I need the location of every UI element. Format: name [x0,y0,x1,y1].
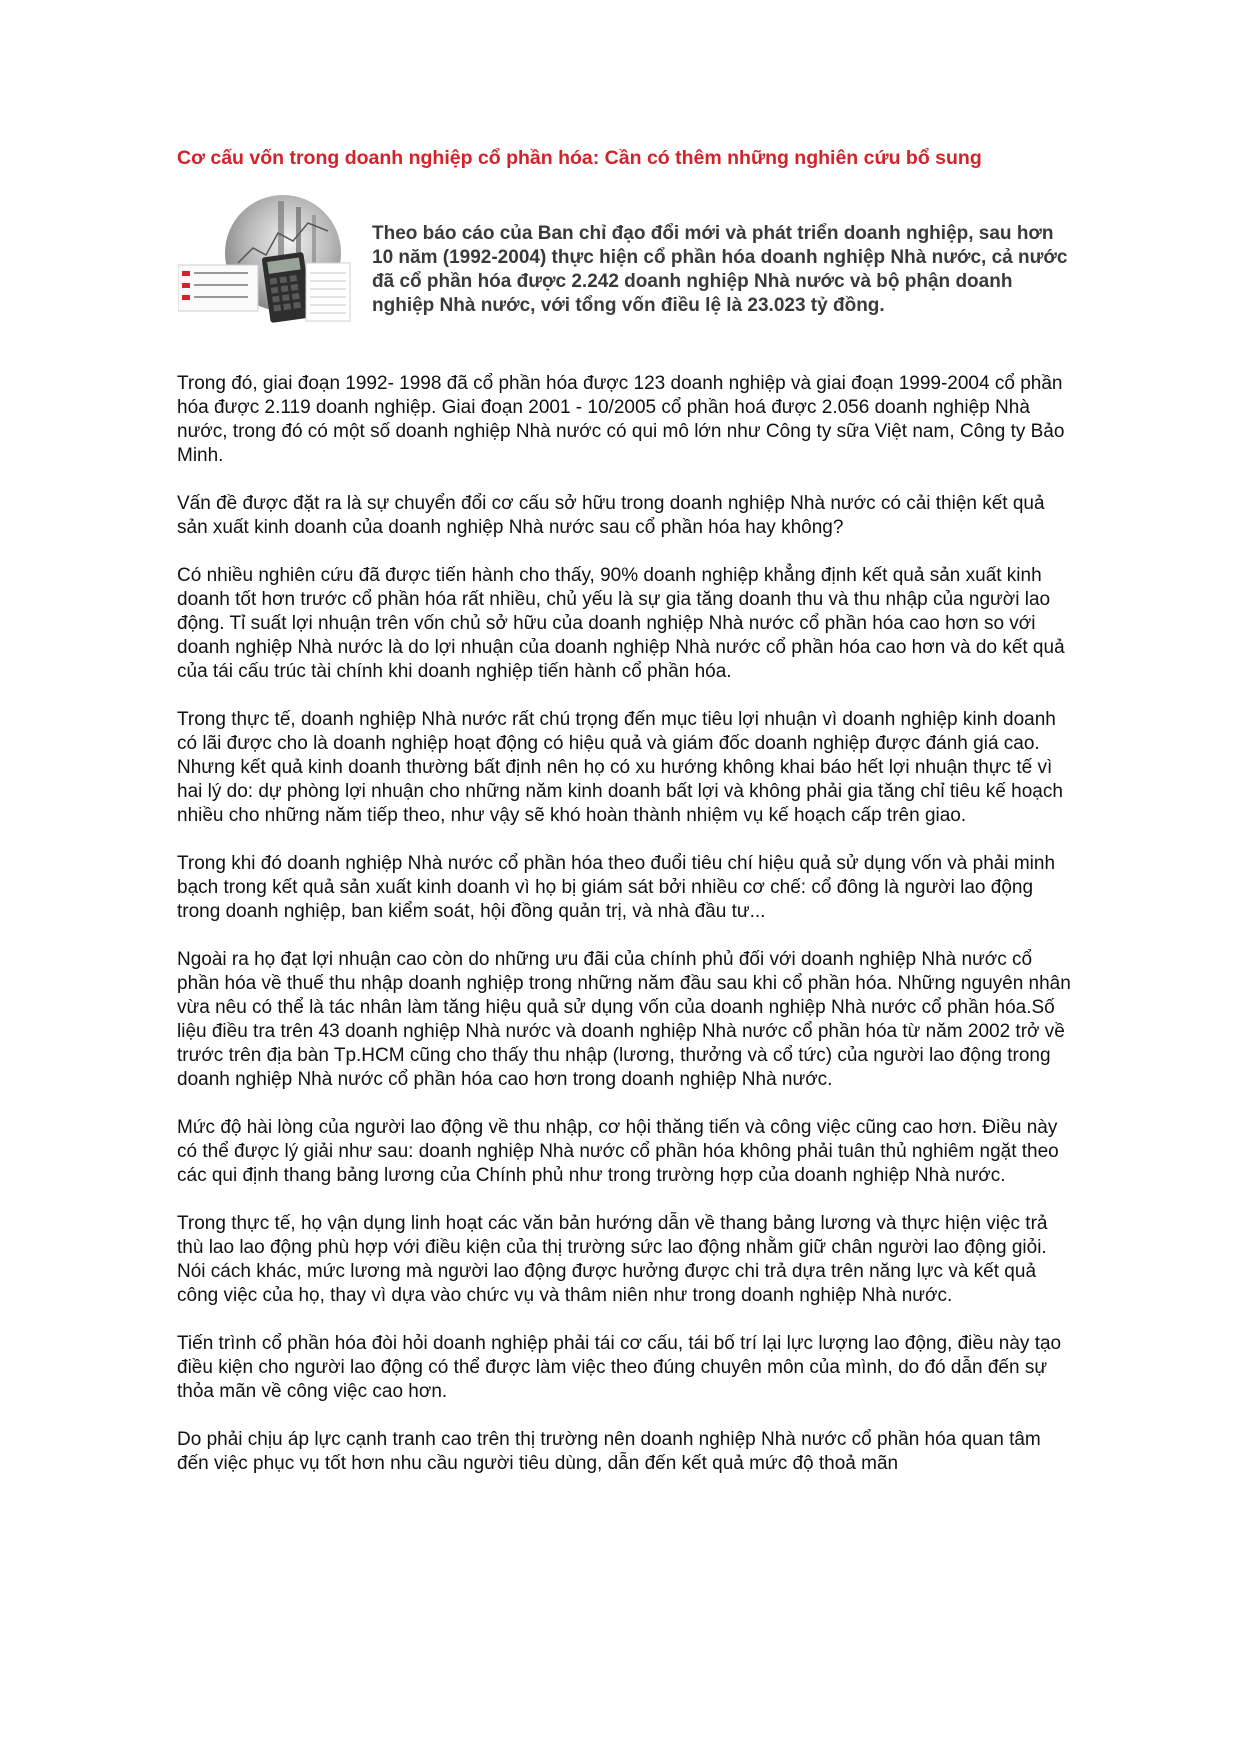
paragraph: Có nhiều nghiên cứu đã được tiến hành cho thấy, 90% doanh nghiệp khẳng định kết quả sản xuất kinh doanh tốt hơn trước cổ phần hóa rất nhiều, chủ yếu là sự gia tăng doanh thu và thu nhập của người lao động. Tỉ suất lợi nhuận trên vốn chủ sở hữu của doanh nghiệp Nhà nước cổ phần hóa cao hơn so với doanh nghiệp Nhà nước là do lợi nhuận của doanh nghiệp Nhà nước cổ phần hóa cao hơn và do kết quả của tái cấu trúc tài chính khi doanh nghiệp tiến hành cổ phần hóa. [177,565,1065,682]
paragraph: Trong thực tế, họ vận dụng linh hoạt các văn bản hướng dẫn về thang bảng lương và thực hiện việc trả thù lao lao động phù hợp với điều kiện của thị trường sức lao động nhằm giữ chân người lao động giỏi. Nói cách khác, mức lương mà người lao động được hưởng được chi trả dựa trên năng lực và kết quả công việc của họ, thay vì dựa vào chức vụ và thâm niên như trong doanh nghiệp Nhà nước. [177,1213,1048,1306]
paragraph: Trong khi đó doanh nghiệp Nhà nước cổ phần hóa theo đuổi tiêu chí hiệu quả sử dụng vốn và phải minh bạch trong kết quả sản xuất kinh doanh vì họ bị giám sát bởi nhiều cơ chế: cổ đông là người lao động trong doanh nghiệp, ban kiểm soát, hội đồng quản trị, và nhà đầu tư... [177,853,1056,922]
article-lead: Theo báo cáo của Ban chỉ đạo đổi mới và phát triển doanh nghiệp, sau hơn 10 năm (1992-2004) thực hiện cổ phần hóa doanh nghiệp Nhà nước, cả nước đã cổ phần hóa được 2.242 doanh nghiệp Nhà nước và bộ phận doanh nghiệp Nhà nước, với tổng vốn điều lệ là 23.023 tỷ đồng. [372,223,1068,316]
paragraph: Trong thực tế, doanh nghiệp Nhà nước rất chú trọng đến mục tiêu lợi nhuận vì doanh nghiệp kinh doanh có lãi được cho là doanh nghiệp hoạt động có hiệu quả và giám đốc doanh nghiệp được đánh giá cao. Nhưng kết quả kinh doanh thường bất định nên họ có xu hướng không khai báo hết lợi nhuận thực tế vì hai lý do: dự phòng lợi nhuận cho những năm kinh doanh bất lợi và không phải gia tăng chỉ tiêu kế hoạch nhiều cho những năm tiếp theo, như vậy sẽ khó hoàn thành nhiệm vụ kế hoạch cấp trên giao. [177,709,1063,826]
paragraph: Tiến trình cổ phần hóa đòi hỏi doanh nghiệp phải tái cơ cấu, tái bố trí lại lực lượng lao động, điều này tạo điều kiện cho người lao động có thể được làm việc theo đúng chuyên môn của mình, do đó dẫn đến sự thỏa mãn về công việc cao hơn. [177,1333,1062,1402]
paragraph: Trong đó, giai đoạn 1992- 1998 đã cổ phần hóa được 123 doanh nghiệp và giai đoạn 1999-2004 cổ phần hóa được 2.119 doanh nghiệp. Giai đoạn 2001 - 10/2005 cổ phần hoá được 2.056 doanh nghiệp Nhà nước, trong đó có một số doanh nghiệp Nhà nước có qui mô lớn như Công ty sữa Việt nam, Công ty Bảo Minh. [177,373,1065,466]
paragraph: Mức độ hài lòng của người lao động về thu nhập, cơ hội thăng tiến và công việc cũng cao hơn. Điều này có thể được lý giải như sau: doanh nghiệp Nhà nước cổ phần hóa không phải tuân thủ nghiêm ngặt theo các qui định thang bảng lương của Chính phủ như trong trường hợp của doanh nghiệp Nhà nước. [177,1117,1059,1186]
article-illustration [178,193,358,326]
paragraph: Ngoài ra họ đạt lợi nhuận cao còn do những ưu đãi của chính phủ đối với doanh nghiệp Nhà nước cổ phần hóa về thuế thu nhập doanh nghiệp trong những năm đầu sau khi cổ phần hóa. Những nguyên nhân vừa nêu có thể là tác nhân làm tăng hiệu quả sử dụng vốn của doanh nghiệp Nhà nước cổ phần hóa.Số liệu điều tra trên 43 doanh nghiệp Nhà nước và doanh nghiệp Nhà nước cổ phần hóa từ năm 2002 trở về trước trên địa bàn Tp.HCM cũng cho thấy thu nhập (lương, thưởng và cổ tức) của người lao động trong doanh nghiệp Nhà nước cổ phần hóa cao hơn trong doanh nghiệp Nhà nước. [177,949,1071,1090]
article-body [177,372,1077,1500]
article-title: Cơ cấu vốn trong doanh nghiệp cổ phần hóa: Cần có thêm những nghiên cứu bổ sung [177,147,982,169]
paragraph: Vấn đề được đặt ra là sự chuyển đổi cơ cấu sở hữu trong doanh nghiệp Nhà nước có cải thiện kết quả sản xuất kinh doanh của doanh nghiệp Nhà nước sau cổ phần hóa hay không? [177,493,1045,538]
paragraph: Do phải chịu áp lực cạnh tranh cao trên thị trường nên doanh nghiệp Nhà nước cổ phần hóa quan tâm đến việc phục vụ tốt hơn nhu cầu người tiêu dùng, dẫn đến kết quả mức độ thoả mãn [177,1429,1041,1474]
calculator-stock-chart-image [178,193,358,326]
